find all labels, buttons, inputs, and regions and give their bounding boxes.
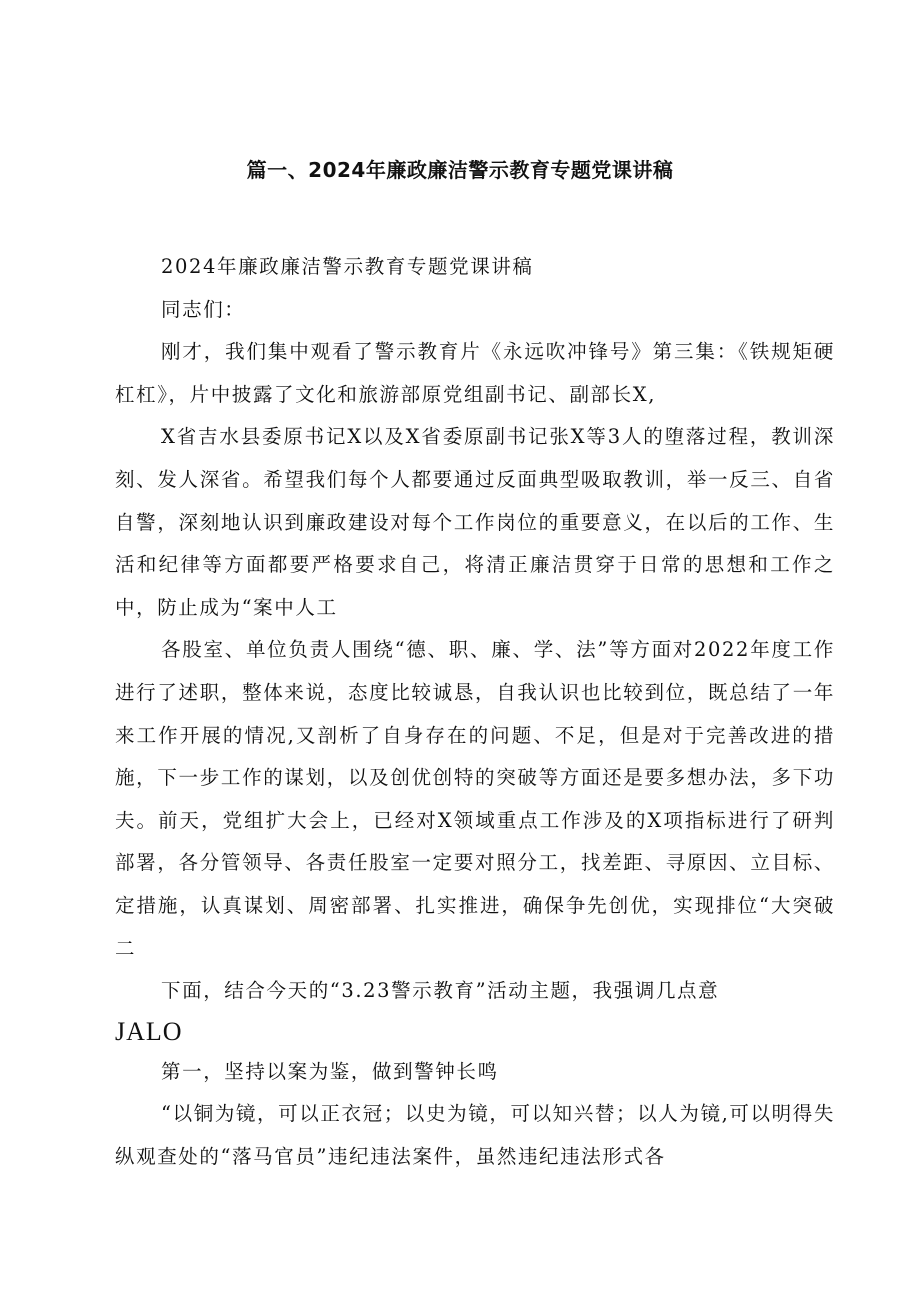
paragraph-intro: 刚才，我们集中观看了警示教育片《永远吹冲锋号》第三集：《铁规矩硬杠杠》，片中披露了文化和旅游部原党组副书记、副部长X, [115,340,835,406]
paragraph-quote: “以铜为镜，可以正衣冠；以史为镜，可以知兴替；以人为镜,可以明得失纵观查处的“落马官员”违纪违法案件，虽然违纪违法形式各 [115,1102,835,1168]
document-title: 篇一、2024年廉政廉洁警示教育专题党课讲稿 [246,158,674,182]
paragraph-section-heading: 第一，坚持以案为鉴，做到警钟长鸣 [161,1059,499,1083]
stray-ocr-text: JALO [115,1016,183,1046]
paragraph-transition: 下面，结合今天的“3.23警示教育”活动主题，我强调几点意 [161,979,720,1003]
paragraph-subtitle: 2024年廉政廉洁警示教育专题党课讲稿 [161,255,534,278]
paragraph-salutation: 同志们： [161,297,246,321]
paragraph-work-review: 各股室、单位负责人围绕“德、职、廉、学、法”等方面对2022年度工作进行了述职，整体来说，态度比较诚恳，自我认识也比较到位，既总结了一年来工作开展的情况,又剖析了自身存在的问题、不足，但是对于完善改进的措施，下一步工作的谋划，以及创优创特的突破等方面还是要多想办法，多下功夫。前天，党组扩大会上，已经对X领域重点工作涉及的X项指标进行了研判部署，各分管领导、各责任股室一定要对照分工，找差距、寻原因、立目标、定措施，认真谋划、周密部署、扎实推进，确保争先创优，实现排位“大突破二 [115,638,835,960]
paragraph-lesson: X省吉水县委原书记X以及X省委原副书记张X等3人的堕落过程，教训深刻、发人深省。希望我们每个人都要通过反面典型吸取教训，举一反三、自省自警，深刻地认识到廉政建设对每个工作岗位的重要意义，在以后的工作、生活和纪律等方面都要严格要求自己，将清正廉洁贯穿于日常的思想和工作之中，防止成为“案中人工 [115,425,835,619]
document-body [115,246,835,1178]
